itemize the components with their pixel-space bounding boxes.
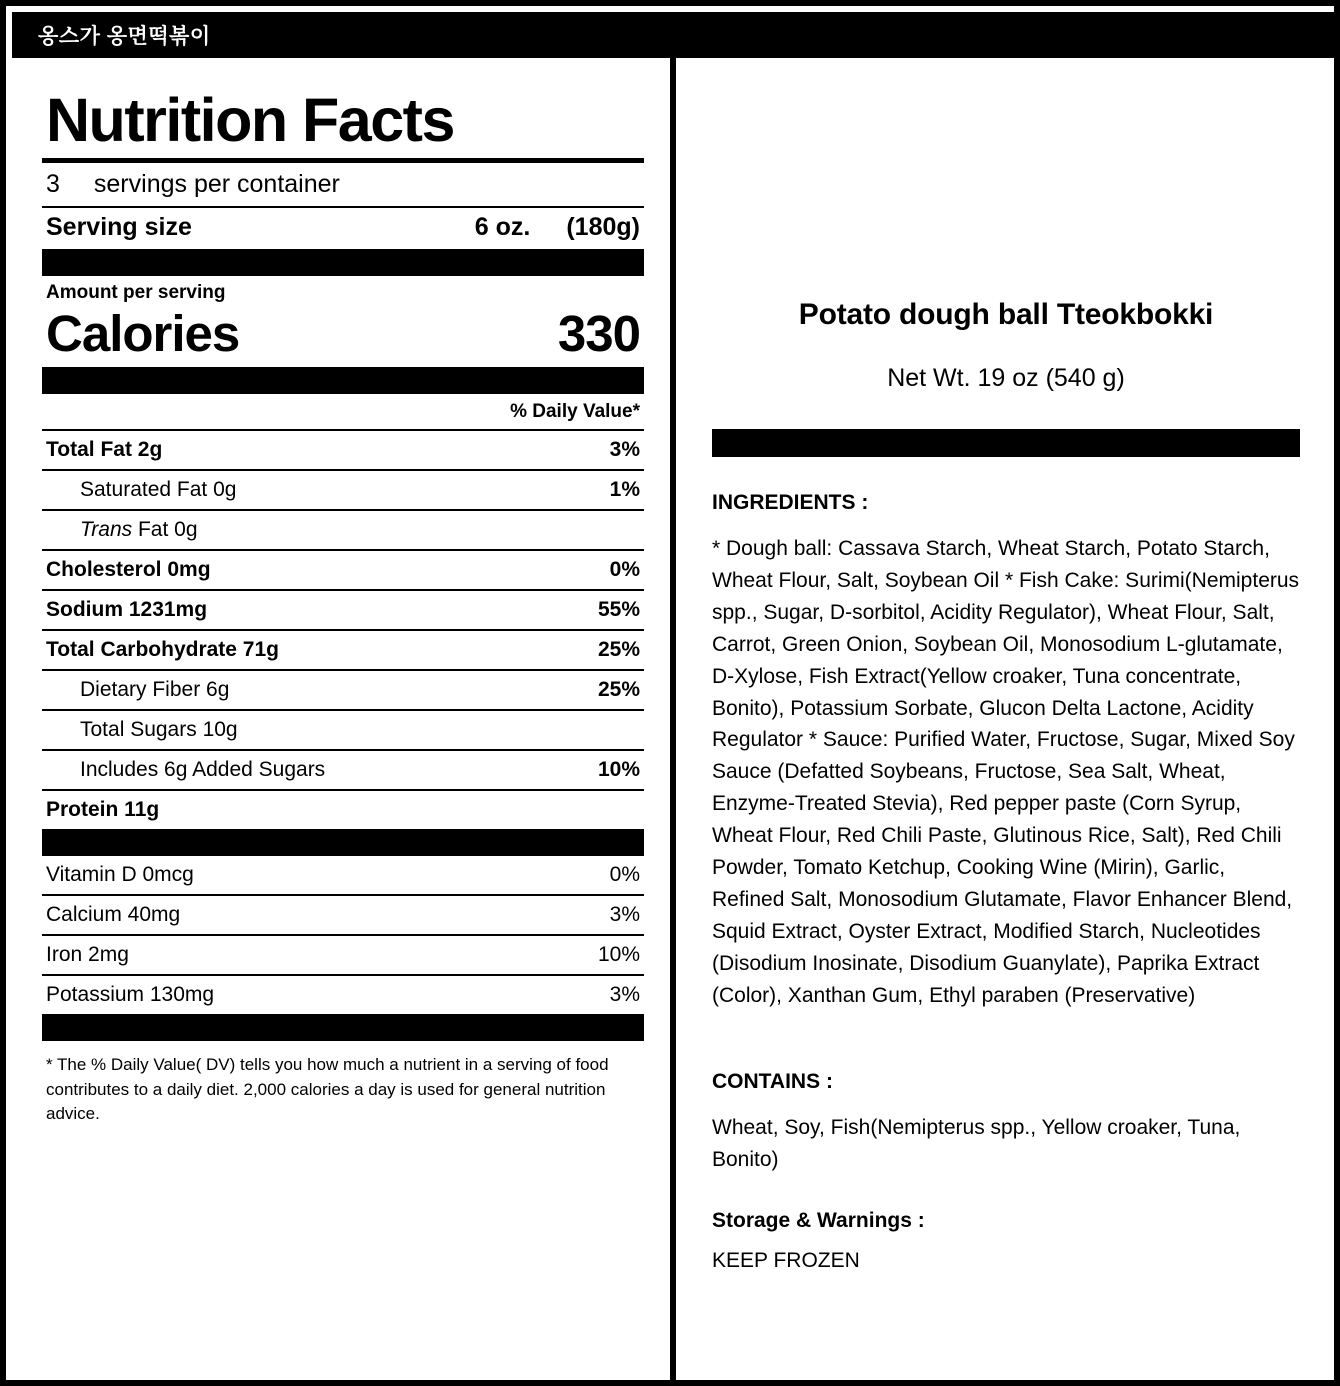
total-carbohydrate-pct: 25% [597, 638, 640, 662]
contains-header: CONTAINS : [712, 1069, 833, 1093]
calcium-pct: 3% [609, 903, 640, 927]
calories-row [42, 304, 644, 367]
serving-size-values [475, 213, 640, 242]
row-trans-fat [42, 509, 644, 549]
serving-size-metric: (180g) [566, 213, 640, 242]
storage-warnings-text: KEEP FROZEN [712, 1249, 860, 1273]
divider-thick-top [42, 249, 644, 276]
potassium-label: Potassium 130mg [46, 983, 215, 1007]
servings-count: 3 [46, 170, 60, 199]
row-sodium [42, 589, 644, 629]
saturated-fat-pct: 1% [609, 478, 640, 502]
title-bar-label: 옹스가 옹면떡볶이 [38, 25, 211, 48]
total-sugars-label: Total Sugars 10g [80, 718, 238, 742]
iron-pct: 10% [597, 943, 640, 967]
calories-label: Calories [46, 305, 240, 363]
divider-thick-under-protein [42, 829, 644, 856]
trans-fat-italic: Trans [80, 518, 133, 542]
divider-thick-bottom [42, 1014, 644, 1041]
dietary-fiber-pct: 25% [597, 678, 640, 702]
daily-value-footnote: * The % Daily Value( DV) tells you how much a nutrient in a serving of food contributes to a daily diet. 2,000 calories a day is used for general nutrition advice. [46, 1055, 609, 1124]
product-name: Potato dough ball Tteokbokki [798, 298, 1214, 331]
nutrition-facts-panel [12, 58, 676, 1386]
servings-per-container-row [42, 163, 644, 206]
row-iron [42, 934, 644, 974]
contains-text: Wheat, Soy, Fish(Nemipterus spp., Yellow croaker, Tuna, Bonito) [712, 1115, 1241, 1171]
row-protein [42, 789, 644, 829]
divider-thick-under-calories [42, 367, 644, 394]
storage-warnings-header: Storage & Warnings : [712, 1209, 925, 1233]
vitamin-d-label: Vitamin D 0mcg [46, 863, 194, 887]
total-carbohydrate-label: Total Carbohydrate 71g [46, 638, 279, 662]
dietary-fiber-label: Dietary Fiber 6g [80, 678, 230, 702]
row-added-sugars [42, 749, 644, 789]
row-dietary-fiber [42, 669, 644, 709]
trans-fat-rest: Fat 0g [132, 518, 198, 542]
row-total-fat [42, 429, 644, 469]
sodium-pct: 55% [597, 598, 640, 622]
ingredients-text: * Dough ball: Cassava Starch, Wheat Starch, Potato Starch, Wheat Flour, Salt, Soybean Oil * Fish Cake: Surimi(Nemipterus spp., Sugar, D-sorbitol, Acidity Regulator), Wheat Flour, Salt, Carrot, Green Onion, Soybean Oil, Monosodium L-glutamate, D-Xylose, Fish Extract(Yellow croaker, Tuna concentrate, Bonito), Potassium Sorbate, Glucon Delta Lactone, Acidity Regulator * Sauce: Purified Water, Fructose, Sugar, Mixed Soy Sauce (Defatted Soybeans, Fructose, Sea Salt, Wheat, Enzyme-Treated Stevia), Red pepper paste (Corn Syrup, Wheat Flour, Red Chili Paste, Glutinous Rice, Salt), Red Chili Powder, Tomato Ketchup, Cooking Wine (Mirin), Garlic, Refined Salt, Monosodium Glutamate, Flavor Enhancer Blend, Squid Extract, Oyster Extract, Modified Starch, Nucleotides (Disodium Inosinate, Disodium Guanylate), Paprika Extract (Color), Xanthan Gum, Ethyl paraben (Preservative) [712, 537, 1300, 1007]
iron-label: Iron 2mg [46, 943, 129, 967]
total-fat-label: Total Fat 2g [46, 438, 163, 462]
cholesterol-pct: 0% [609, 558, 640, 582]
daily-value-header: % Daily Value* [510, 401, 640, 423]
cholesterol-label: Cholesterol 0mg [46, 558, 211, 582]
protein-label: Protein 11g [46, 798, 160, 822]
servings-label: servings per container [93, 170, 340, 199]
potassium-pct: 3% [609, 983, 640, 1007]
calcium-label: Calcium 40mg [46, 903, 181, 927]
calories-value: 330 [557, 305, 640, 363]
added-sugars-pct: 10% [597, 758, 640, 782]
sodium-label: Sodium 1231mg [46, 598, 208, 622]
title-bar [12, 12, 1340, 58]
total-fat-pct: 3% [609, 438, 640, 462]
row-total-sugars [42, 709, 644, 749]
added-sugars-label: Includes 6g Added Sugars [80, 758, 326, 782]
row-potassium [42, 974, 644, 1014]
serving-size-row [42, 208, 644, 249]
row-calcium [42, 894, 644, 934]
divider-thick-product [712, 429, 1300, 457]
trans-fat-label [46, 518, 198, 542]
nutrition-facts-heading: Nutrition Facts [46, 86, 454, 154]
amount-per-serving-label: Amount per serving [46, 282, 226, 304]
row-total-carbohydrate [42, 629, 644, 669]
vitamin-d-pct: 0% [609, 863, 640, 887]
label-columns [12, 58, 1340, 1386]
ingredients-header: INGREDIENTS : [712, 491, 869, 514]
serving-size-amount: 6 oz. [474, 213, 531, 242]
row-vitamin-d [42, 856, 644, 894]
net-weight: Net Wt. 19 oz (540 g) [887, 364, 1125, 392]
saturated-fat-label: Saturated Fat 0g [80, 478, 237, 502]
serving-size-label: Serving size [46, 213, 192, 242]
row-saturated-fat [42, 469, 644, 509]
row-cholesterol [42, 549, 644, 589]
product-info-panel [676, 58, 1340, 1386]
